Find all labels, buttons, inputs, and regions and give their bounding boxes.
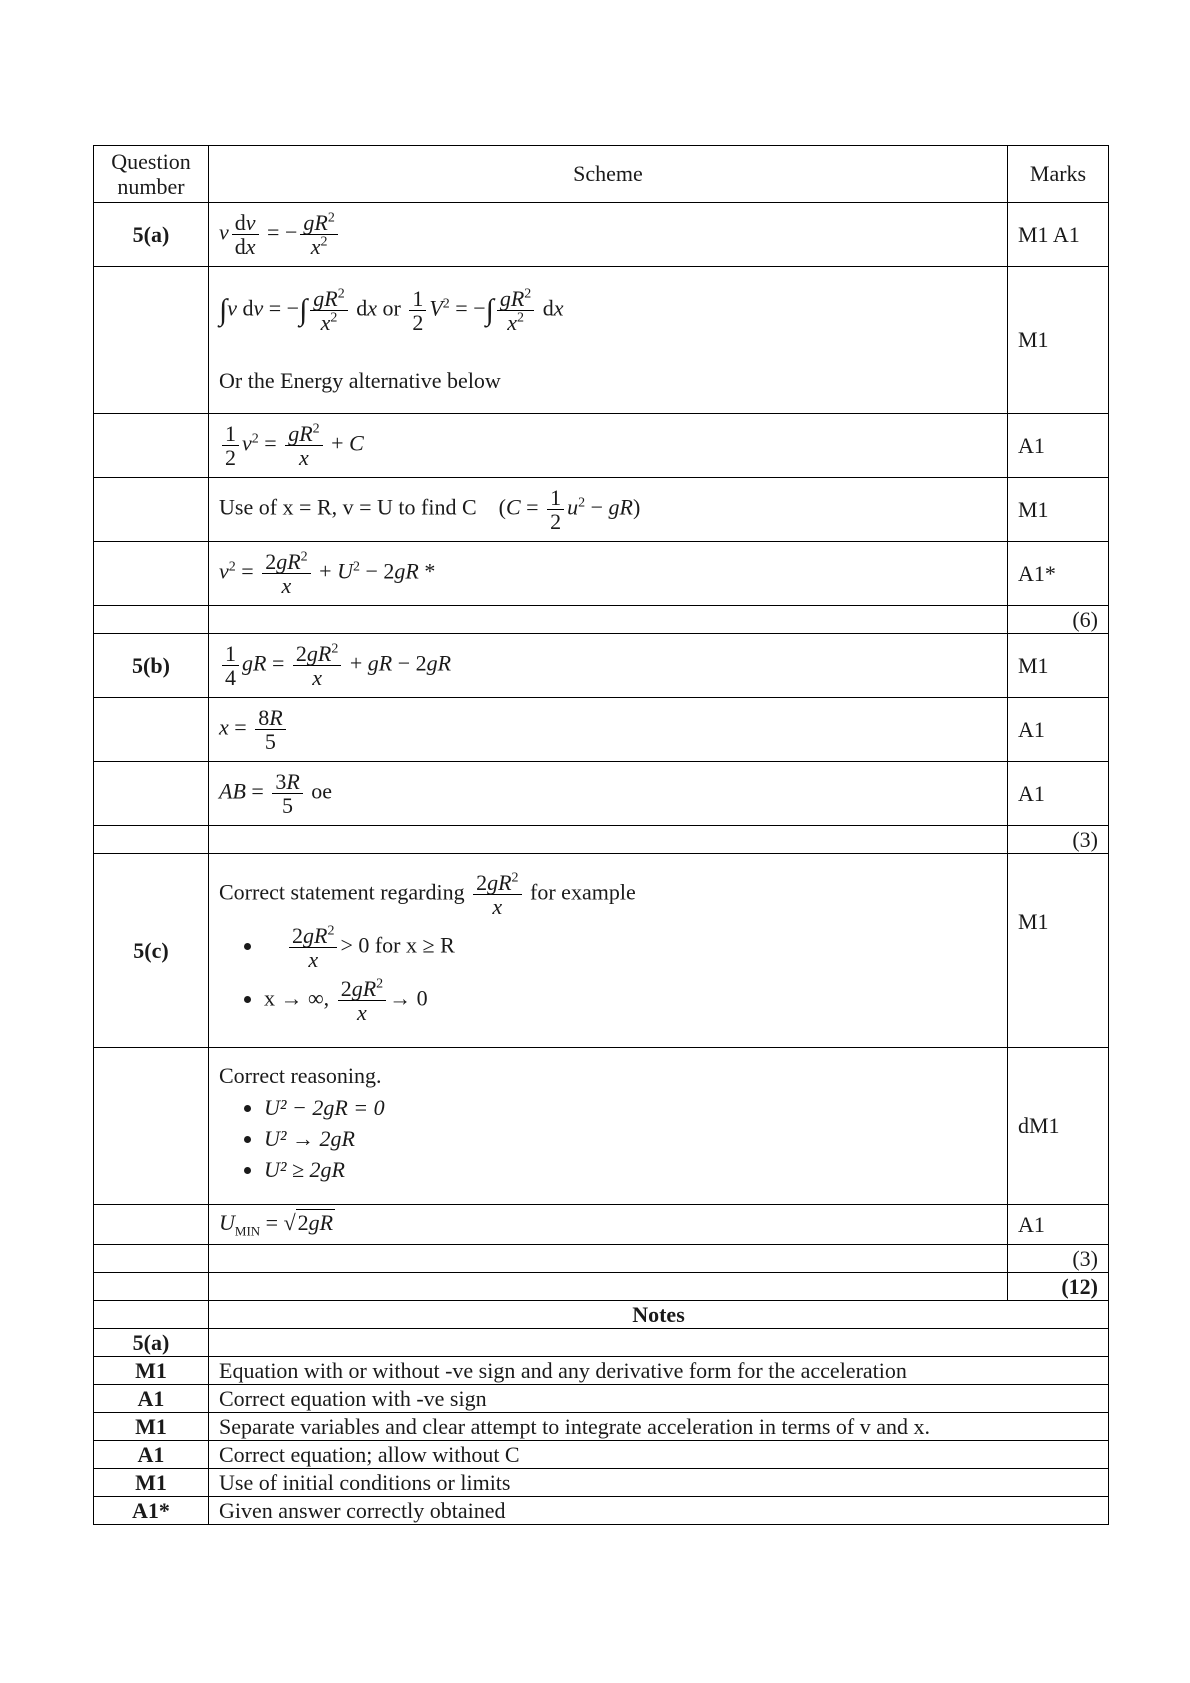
mark-cell: A1 [1008, 414, 1109, 478]
scheme-cell: Correct reasoning. • U² − 2gR = 0 • U² → 2gR • U² ≥ 2gR [209, 1048, 1008, 1205]
notes-row [94, 1497, 1109, 1525]
scheme-cell: $U_{MIN} = √2gR$ [209, 1205, 1008, 1245]
table-row [94, 698, 1109, 762]
subtotal-row [94, 606, 1109, 634]
table-row [94, 854, 1109, 1048]
scheme-cell: v $\frac{dv}{dx}$ = − $\frac{gR^2}{x^2}$ [209, 203, 1008, 267]
table-row [94, 634, 1109, 698]
notes-row [94, 1469, 1109, 1497]
notes-row [94, 1385, 1109, 1413]
marks-header: Marks [1008, 146, 1109, 203]
mark-cell: A1* [1008, 542, 1109, 606]
subtotal: (3) [1008, 826, 1109, 854]
question-label: 5(b) [94, 634, 209, 698]
scheme-cell: ∫v dv = −∫ $\frac{gR^2}{x^2}$ dx or $\frac{1}{2}$ $V^2$ = −∫ $\frac{gR^2}{x^2}$ dx Or the Energy alternative below [209, 267, 1008, 414]
notes-row [94, 1413, 1109, 1441]
scheme-cell: x = $\frac{8R}{5}$ [209, 698, 1008, 762]
subtotal-row [94, 1245, 1109, 1273]
note-mark: A1 [94, 1385, 209, 1413]
note-text: Correct equation; allow without C [209, 1441, 1109, 1469]
header-row [94, 146, 1109, 203]
scheme-cell: Use of x = R, v = U to find C (C = $\frac{1}{2}$ $u^2 - gR$) [209, 478, 1008, 542]
notes-title: Notes [209, 1301, 1109, 1329]
scheme-cell: $v^2$ = $\frac{2gR^2}{x}$ + $U^2 - 2gR$ * [209, 542, 1008, 606]
energy-alternative-note: Or the Energy alternative below [219, 367, 501, 393]
table-row [94, 542, 1109, 606]
reasoning-bullets [219, 1095, 997, 1183]
note-text: Equation with or without -ve sign and any derivative form for the acceleration [209, 1357, 1109, 1385]
list-item: • $\frac{2gR^2}{x}$ > 0 for x ≥ R [264, 924, 997, 971]
mark-cell: M1 [1008, 854, 1109, 1048]
statement-bullets [219, 924, 997, 1024]
notes-part-label: 5(a) [94, 1329, 209, 1357]
list-item: • U² − 2gR = 0 [264, 1095, 997, 1120]
notes-row [94, 1441, 1109, 1469]
question-number-header: Question number [94, 146, 209, 203]
note-mark: A1 [94, 1441, 209, 1469]
note-mark: M1 [94, 1413, 209, 1441]
mark-cell: M1 [1008, 478, 1109, 542]
subtotal: (6) [1008, 606, 1109, 634]
grand-total: (12) [1008, 1273, 1109, 1301]
scheme-cell: Correct statement regarding $\frac{2gR^2}{x}$ for example • $\frac{2gR^2}{x}$ > 0 for x ≥ R • x → ∞, $\frac{2gR^2}{x}$ → 0 [209, 854, 1008, 1048]
note-text: Use of initial conditions or limits [209, 1469, 1109, 1497]
scheme-header: Scheme [209, 146, 1008, 203]
list-item: • U² ≥ 2gR [264, 1157, 997, 1182]
table-row [94, 478, 1109, 542]
notes-header-row [94, 1301, 1109, 1329]
mark-cell: dM1 [1008, 1048, 1109, 1205]
note-text: Correct equation with -ve sign [209, 1385, 1109, 1413]
list-item: • x → ∞, $\frac{2gR^2}{x}$ → 0 [264, 977, 997, 1024]
table-row [94, 203, 1109, 267]
notes-part-row [94, 1329, 1109, 1357]
scheme-cell: AB = $\frac{3R}{5}$ oe [209, 762, 1008, 826]
mark-cell: M1 A1 [1008, 203, 1109, 267]
question-label: 5(a) [94, 203, 209, 267]
note-mark: A1* [94, 1497, 209, 1525]
table-row [94, 1205, 1109, 1245]
notes-row [94, 1357, 1109, 1385]
mark-cell: M1 [1008, 267, 1109, 414]
table-row [94, 267, 1109, 414]
question-label: 5(c) [94, 854, 209, 1048]
table-row [94, 414, 1109, 478]
note-mark: M1 [94, 1469, 209, 1497]
note-text: Separate variables and clear attempt to integrate acceleration in terms of v and x. [209, 1413, 1109, 1441]
table-row [94, 1048, 1109, 1205]
mark-cell: A1 [1008, 762, 1109, 826]
scheme-cell: $\frac{1}{2}$ $v^2$ = $\frac{gR^2}{x}$ + C [209, 414, 1008, 478]
subtotal-row [94, 826, 1109, 854]
mark-cell: A1 [1008, 1205, 1109, 1245]
mark-cell: M1 [1008, 634, 1109, 698]
table-row [94, 762, 1109, 826]
subtotal: (3) [1008, 1245, 1109, 1273]
mark-cell: A1 [1008, 698, 1109, 762]
mark-scheme-table [93, 145, 1109, 1525]
note-text: Given answer correctly obtained [209, 1497, 1109, 1525]
total-row [94, 1273, 1109, 1301]
note-mark: M1 [94, 1357, 209, 1385]
list-item: • U² → 2gR [264, 1126, 997, 1151]
scheme-cell: $\frac{1}{4}$ gR = $\frac{2gR^2}{x}$ + gR − 2gR [209, 634, 1008, 698]
